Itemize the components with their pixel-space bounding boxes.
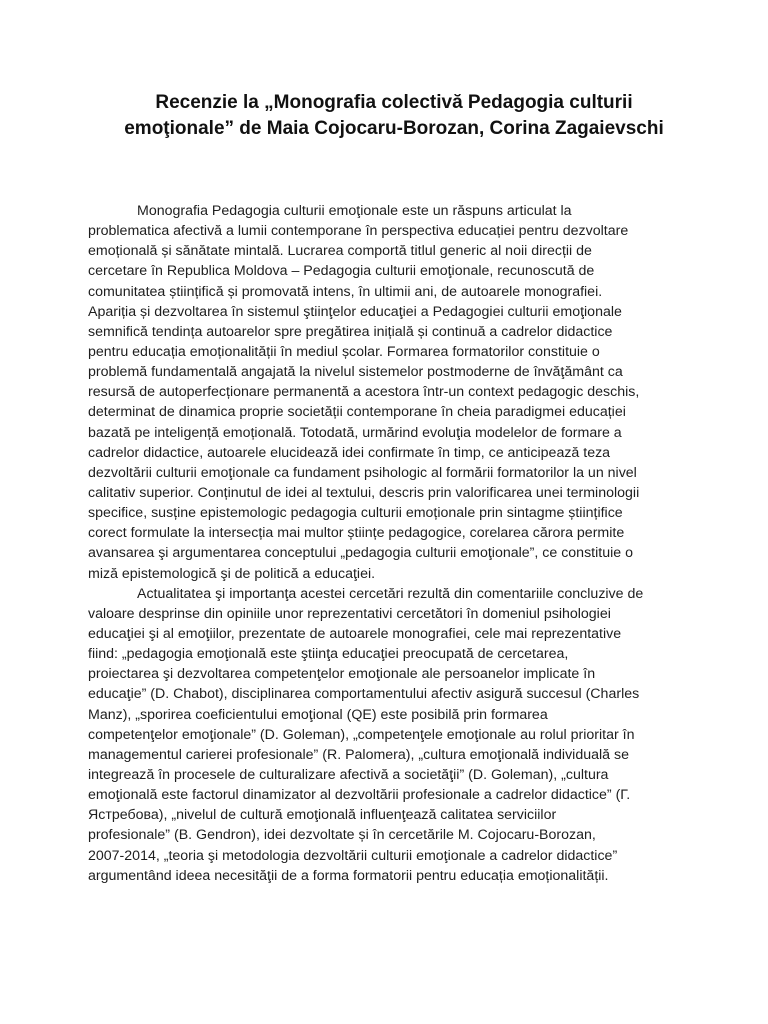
paragraph-line: comunitatea științifică și promovată intens, în ultimii ani, de autoarele monografiei. [88,283,603,300]
paragraph-line: Manz), „sporirea coeficientului emoţional (QE) este posibilă prin formarea [88,706,548,723]
paragraph-line: problemă fundamentală angajată la nivelul sistemelor postmoderne de învăţământ ca [88,364,623,381]
title-line: emoţionale” de Maia Cojocaru-Borozan, Corina Zagaievschi [124,118,664,139]
paragraph-line: pentru educația emoționalității în mediul școlar. Formarea formatorilor constituie o [88,343,600,360]
paragraph-line: resursă de autoperfecționare permanentă a acestora într-un context pedagogic deschis, [88,384,640,401]
paragraph-line: semnifică tendința autoarelor spre pregătirea inițială și continuă a cadrelor didactice [88,323,613,340]
paragraph-line: cercetare în Republica Moldova – Pedagogia culturii emoţionale, recunoscută de [88,263,595,280]
paragraph-line: emoţională este factorul dinamizator al dezvoltării profesionale a cadrelor didactice” (Г. [88,787,631,804]
paragraph-line: avansarea şi argumentarea conceptului „pedagogia culturii emoţionale”, ce constituie o [88,545,633,562]
paragraph-line: valoare desprinse din opiniile unor reprezentativi cercetători în domeniul psihologiei [88,605,611,622]
paragraph-line: determinat de dinamica proprie societății contemporane în cheia paradigmei educației [88,404,626,421]
title-line: Recenzie la „Monografia colectivă Pedagogia culturii [155,92,633,113]
paragraph-line: proiectarea şi dezvoltarea competenţelor emoţionale ale persoanelor implicate în [88,666,596,683]
paragraph-line: dezvoltării culturii emoţionale ca fundament psihologic al formării formatorilor la un nivel [88,464,637,481]
paragraph-line: profesionale” (B. Gendron), idei dezvoltate și în cercetările M. Cojocaru-Borozan, [88,827,596,844]
paragraph-line: calitativ superior. Conținutul de idei al textului, descris prin valorificarea unei terminologii [88,484,640,501]
paragraph-line: miză epistemologică şi de politică a educaţiei. [88,565,376,582]
paragraph-line: managementul carierei profesionale” (R. Palomera), „cultura emoţională individuală se [88,746,629,763]
paragraph-line: problematica afectivă a lumii contemporane în perspectiva educației pentru dezvoltare [88,223,629,240]
paragraph-line: competenţelor emoţionale” (D. Goleman), „competenţele emoţionale au rolul prioritar în [88,726,635,743]
paragraph-line: Actualitatea şi importanţa acestei cercetări rezultă din comentariile concluzive de [137,585,644,602]
paragraph-line: 2007-2014, „teoria şi metodologia dezvoltării culturii emoţionale a cadrelor didactice” [88,847,618,864]
paragraph-line: corect formulate la intersecția mai multor științe pedagogice, corelarea cărora permite [88,525,625,542]
paragraph-line: integrează în procesele de culturalizare afectivă a societăţii” (D. Goleman), „cultura [88,766,609,783]
paragraph-line: specifice, susține epistemologic pedagogia culturii emoționale prin sintagme științifice [88,505,623,522]
paragraph-line: Apariția și dezvoltarea în sistemul ştiinţelor educaţiei a Pedagogiei culturii emoţionale [88,303,622,320]
document-title [60,90,728,142]
paragraph-line: bazată pe inteligență emoțională. Totodată, urmărind evoluţia modelelor de formare a [88,424,622,441]
paragraph-line: argumentând ideea necesităţii de a forma formatorii pentru educația emoționalității. [88,867,609,884]
paragraph-line: fiind: „pedagogia emoţională este ştiinţa educaţiei preocupată de cercetarea, [88,646,569,663]
paragraph-line: Monografia Pedagogia culturii emoţionale este un răspuns articulat la [137,203,572,219]
paragraph-line: Ястребова), „nivelul de cultură emoţională influenţează calitatea serviciilor [88,807,557,824]
paragraph-line: educaţiei şi al emoţiilor, prezentate de autoarele monografiei, cele mai reprezentative [88,625,622,642]
paragraph-line: cadrelor didactice, autoarele elucidează idei confirmate în timp, ce anticipează teza [88,444,611,461]
paragraph-line: emoțională și sănătate mintală. Lucrarea comportă titlul generic al noii direcții de [88,243,592,260]
paragraph-line: educaţie” (D. Chabot), disciplinarea comportamentului afectiv asigură succesul (Charles [88,686,640,703]
paragraph-1 [88,201,688,584]
paragraph-2 [88,584,688,886]
document-body [88,201,688,886]
